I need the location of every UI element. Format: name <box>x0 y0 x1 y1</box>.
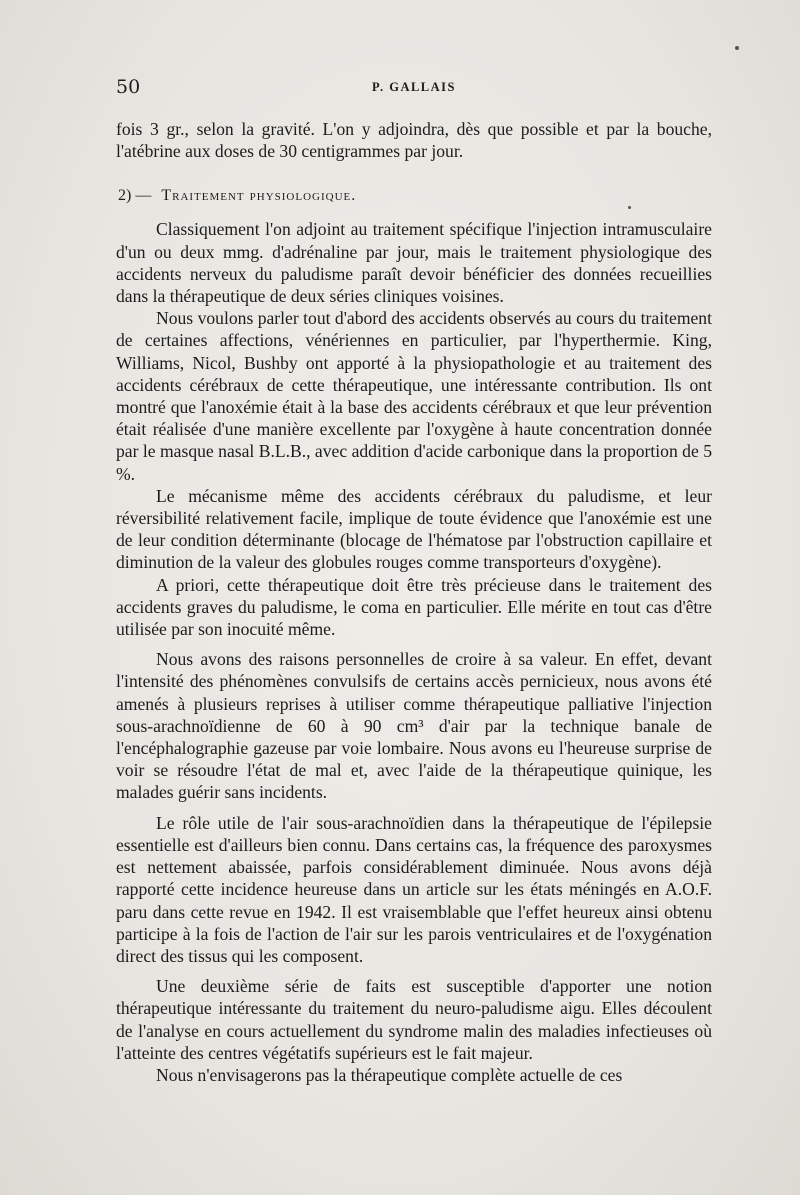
paragraph-6: Le rôle utile de l'air sous-arachnoïdien dans la thérapeutique de l'épilepsie essentielle est d'ailleurs bien connu. Dans certains cas, la fréquence des paroxysmes est nettement abaissée, parfois considérablement diminuée. Nous avons déjà rapporté cette incidence heureuse dans un article sur les états méningés en A.O.F. paru dans cette revue en 1942. Il est vraisemblable que l'effet heureux ainsi obtenu participe à la fois de l'action de l'air sur les parois ventriculaires et de l'oxygénation direct des tissus qui les composent. <box>116 812 712 966</box>
opening-paragraph: fois 3 gr., selon la gravité. L'on y adjoindra, dès que possible et par la bouche, l'atébrine aux doses de 30 centigrammes par jour. <box>116 119 712 162</box>
section-heading <box>118 186 712 206</box>
paragraph-8: Nous n'envisagerons pas la thérapeutique complète actuelle de ces <box>156 1064 623 1085</box>
paragraph-3: Le mécanisme même des accidents cérébraux du paludisme, et leur réversibilité relativement facile, implique de toute évidence que l'anoxémie est une de leur condition déterminante (blocage de l'hématose par l'obstruction capillaire et diminution de la valeur des globules rouges comme transporteurs d'oxygène). <box>116 485 712 573</box>
paragraph-4: A priori, cette thérapeutique doit être très précieuse dans le traitement des accidents graves du paludisme, le coma en particulier. Elle mérite en tout cas d'être utilisée par son inocuité même. <box>116 574 712 640</box>
paragraph-1: Classiquement l'on adjoint au traitement spécifique l'injection intramusculaire d'un ou deux mmg. d'adrénaline par jour, mais le traitement physiologique des accidents nerveux du paludisme paraît devoir bénéficier des données recueillies dans la thérapeutique de deux séries cliniques voisines. <box>116 219 712 307</box>
ink-speck <box>735 46 739 50</box>
paragraph-2: Nous voulons parler tout d'abord des accidents observés au cours du traitement de certaines affections, vénériennes en particulier, par l'hyperthermie. King, Williams, Nicol, Bushby ont apporté à la physiopathologie et au traitement des accidents cérébraux de cette thérapeutique, une intéressante contribution. Ils ont montré que l'anoxémie était à la base des accidents cérébraux et que leur prévention était réalisée d'une manière excellente par l'oxygène à haute concentration donnée par le masque nasal B.L.B., avec addition d'acide carbonique dans la proportion de 5 %. <box>116 308 712 484</box>
page-number: 50 <box>116 76 141 98</box>
paragraph-5: Nous avons des raisons personnelles de croire à sa valeur. En effet, devant l'intensité des phénomènes convulsifs de certains accès pernicieux, nous avons été amenés à plusieurs reprises à utiliser comme thérapeutique palliative l'injection sous-arachnoïdienne de 60 à 90 cm³ d'air par la technique banale de l'encéphalographie gazeuse par voie lombaire. Nous avons eu l'heureuse surprise de voir se résoudre l'état de mal et, avec l'aide de la thérapeutique quinique, les malades guérir sans incidents. <box>116 649 712 803</box>
section-number: 2) — <box>118 187 152 205</box>
running-head: P. GALLAIS <box>371 80 456 94</box>
page-body <box>116 118 712 1086</box>
page-header <box>116 76 712 100</box>
section-title: Traitement physiologique. <box>161 187 357 205</box>
paragraph-7: Une deuxième série de faits est susceptible d'apporter une notion thérapeutique intéressante du traitement du neuro-paludisme aigu. Elles découlent de l'analyse en cours actuellement du syndrome malin des maladies infectieuses où l'atteinte des centres végétatifs supérieurs est le fait majeur. <box>116 976 712 1063</box>
